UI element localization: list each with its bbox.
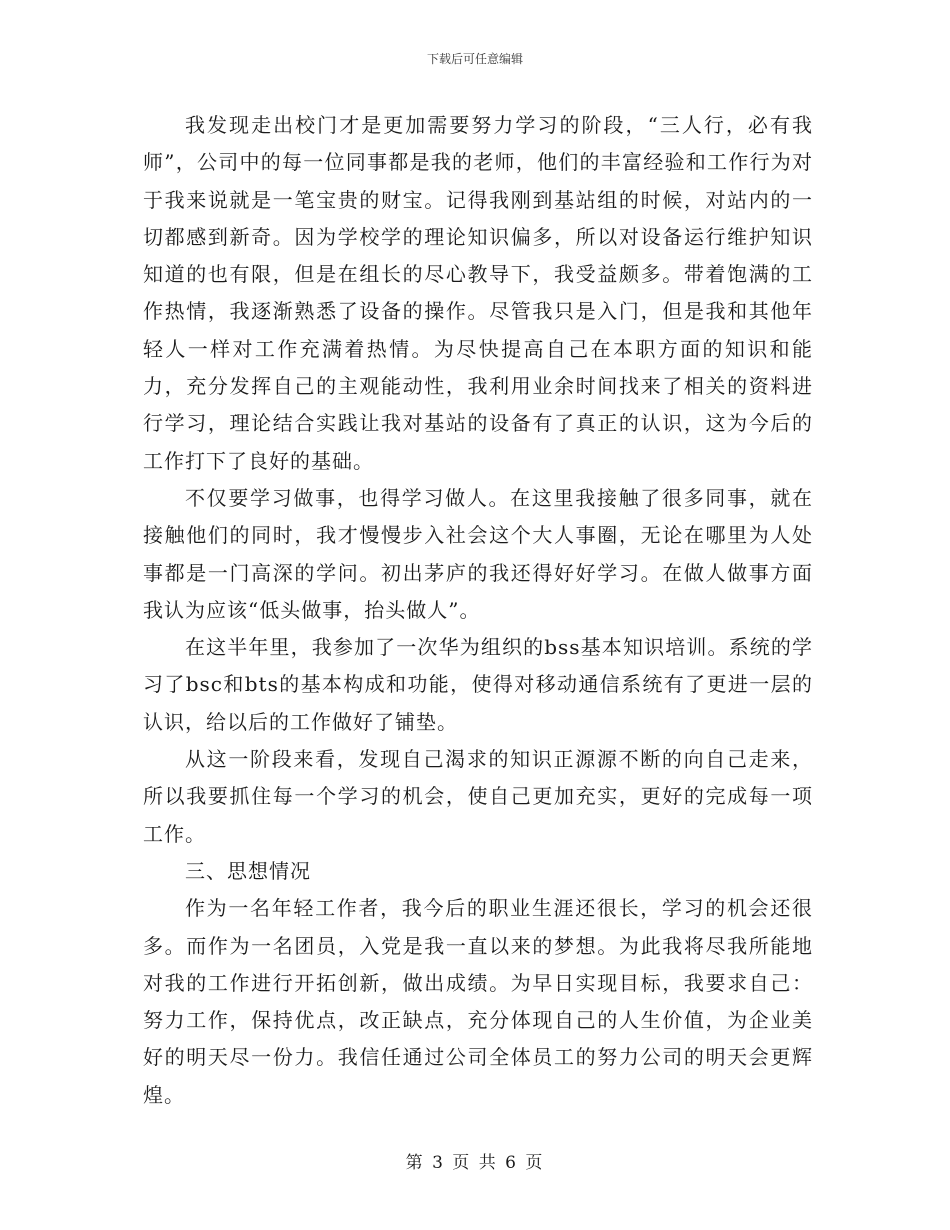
paragraph-stage-summary: 从这一阶段来看，发现自己渴求的知识正源源不断的向自己走来，所以我要抓住每一个学习的机会，使自己更加充实，更好的完成每一项工作。 [143,747,813,846]
paragraph-training: 在这半年里，我参加了一次华为组织的bss基本知识培训。系统的学习了bsc和bts的基本构成和功能，使得对移动通信系统有了更进一层的认识，给以后的工作做好了铺垫。 [143,635,813,734]
document-body [143,107,813,1114]
page-header-note: 下载后可任意编辑 [426,52,523,66]
section-heading-thoughts: 三、思想情况 [185,858,311,883]
paragraph-thoughts: 作为一名年轻工作者，我今后的职业生涯还很长，学习的机会还很多。而作为一名团员，入党是我一直以来的梦想。为此我将尽我所能地对我的工作进行开拓创新，做出成绩。为早日实现目标，我要求自己：努力工作，保持优点，改正缺点，充分体现自己的人生价值，为企业美好的明天尽一份力。我信任通过公司全体员工的努力公司的明天会更辉煌。 [143,896,813,1107]
page-number: 第 3 页 共 6 页 [405,1153,545,1173]
paragraph-learning-experience: 我发现走出校门才是更加需要努力学习的阶段，“三人行，必有我师”，公司中的每一位同事都是我的老师，他们的丰富经验和工作行为对于我来说就是一笔宝贵的财宝。记得我刚到基站组的时候，对站内的一切都感到新奇。因为学校学的理论知识偏多，所以对设备运行维护知识知道的也有限，但是在组长的尽心教导下，我受益颇多。带着饱满的工作热情，我逐渐熟悉了设备的操作。尽管我只是入门，但是我和其他年轻人一样对工作充满着热情。为尽快提高自己在本职方面的知识和能力，充分发挥自己的主观能动性，我利用业余时间找来了相关的资料进行学习，理论结合实践让我对基站的设备有了真正的认识，这为今后的工作打下了良好的基础。 [143,113,813,473]
paragraph-learning-to-be-a-person: 不仅要学习做事，也得学习做人。在这里我接触了很多同事，就在接触他们的同时，我才慢慢步入社会这个大人事圈，无论在哪里为人处事都是一门高深的学问。初出茅庐的我还得好好学习。在做人做事方面我认为应该“低头做事，抬头做人”。 [143,485,813,622]
